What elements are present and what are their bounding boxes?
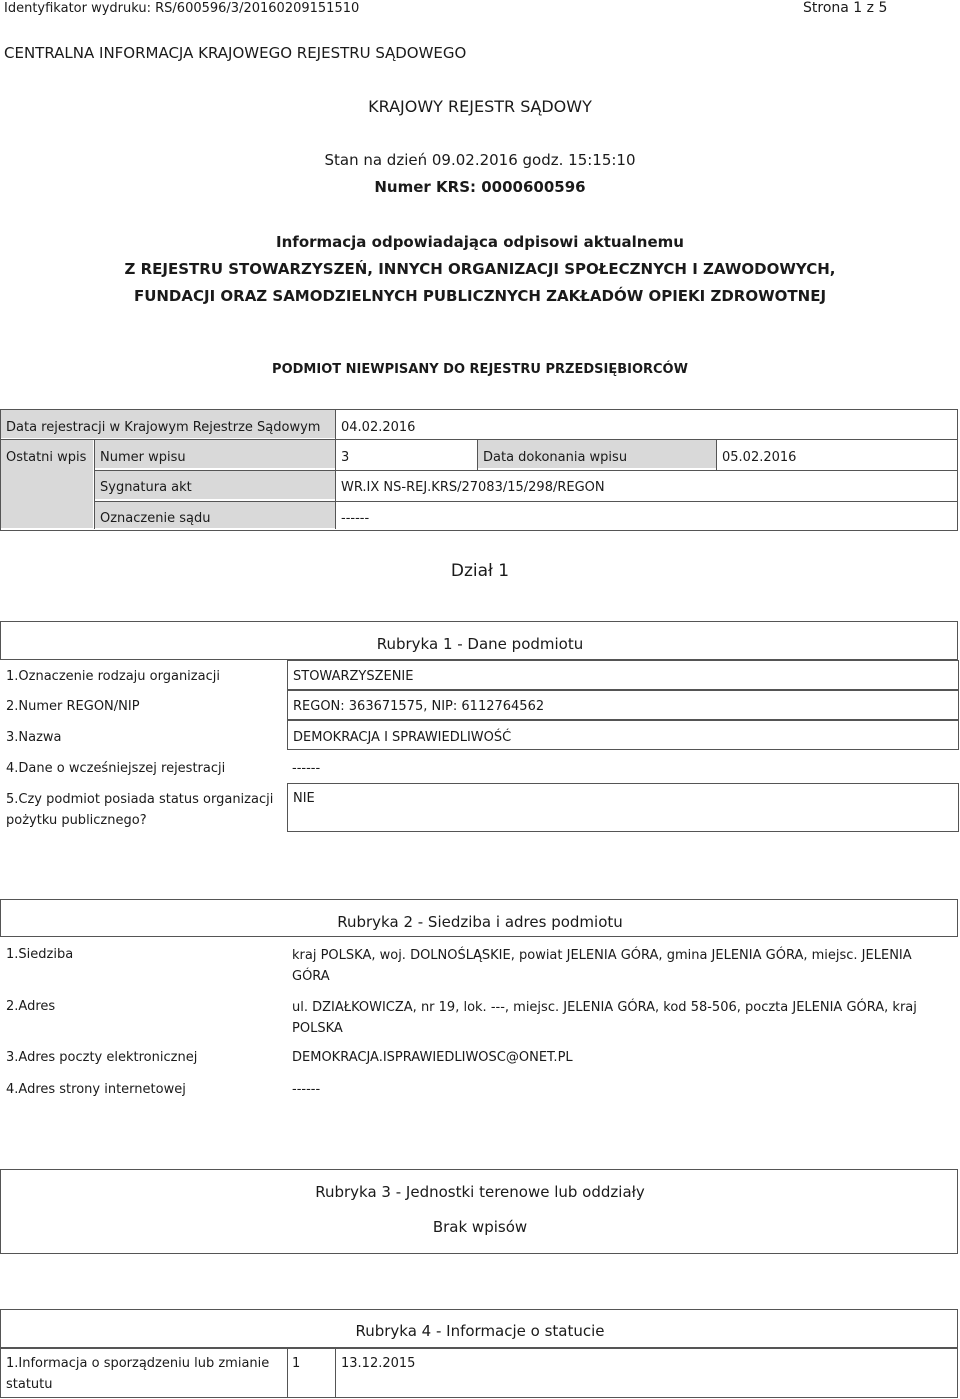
rubric-1-label-4: 4.Dane o wcześniejszej rejestracji <box>6 761 226 776</box>
rubric-1-value-2: REGON: 363671575, NIP: 6112764562 <box>293 699 545 714</box>
entry-number-label: Numer wpisu <box>100 450 186 465</box>
rubric-2-value-3: DEMOKRACJA.ISPRAWIEDLIWOSC@ONET.PL <box>292 1050 573 1065</box>
rubric-2-value-2: ul. DZIAŁKOWICZA, nr 19, lok. ---, miejsc. JELENIA GÓRA, kod 58-506, poczta JELENIA GÓRA, kraj POLSKA <box>292 1000 917 1036</box>
rubric-1-value-4: ------ <box>292 761 321 776</box>
rubric-2-title: Rubryka 2 - Siedziba i adres podmiotu <box>337 913 623 931</box>
section-title: Dział 1 <box>450 561 510 581</box>
signature-value: WR.IX NS-REJ.KRS/27083/15/298/REGON <box>341 480 605 495</box>
rubric-4-label: 1.Informacja o sporządzeniu lub zmianie statutu <box>6 1356 270 1392</box>
court-value: ------ <box>341 511 370 526</box>
rubric-4-date: 13.12.2015 <box>341 1356 416 1371</box>
signature-label: Sygnatura akt <box>100 480 192 495</box>
rubric-1-label-5: 5.Czy podmiot posiada status organizacji pożytku publicznego? <box>6 792 274 828</box>
rubric-1-value-3: DEMOKRACJA I SPRAWIEDLIWOŚĆ <box>293 730 512 745</box>
rubric-4-number: 1 <box>292 1356 301 1371</box>
page-number: Strona 1 z 5 <box>803 0 888 16</box>
rubric-3-title: Rubryka 3 - Jednostki terenowe lub oddziały <box>315 1183 645 1201</box>
institution-name: CENTRALNA INFORMACJA KRAJOWEGO REJESTRU SĄDOWEGO <box>4 44 467 62</box>
rubric-3-box <box>0 1169 958 1254</box>
rubric-1-label-3: 3.Nazwa <box>6 730 62 745</box>
rubric-1-label-2: 2.Numer REGON/NIP <box>6 699 140 714</box>
rubric-2-value-1: kraj POLSKA, woj. DOLNOŚLĄSKIE, powiat JELENIA GÓRA, gmina JELENIA GÓRA, miejsc. JELENIA GÓRA <box>292 948 912 984</box>
rubric-3-empty: Brak wpisów <box>432 1218 528 1236</box>
court-label: Oznaczenie sądu <box>100 511 211 526</box>
entry-number-value: 3 <box>341 450 350 465</box>
info-line-3: FUNDACJI ORAZ SAMODZIELNYCH PUBLICZNYCH ZAKŁADÓW OPIEKI ZDROWOTNEJ <box>133 287 827 305</box>
registration-date-label: Data rejestracji w Krajowym Rejestrze Sądowym <box>6 420 321 435</box>
rubric-2-label-2: 2.Adres <box>6 999 56 1014</box>
last-entry-label: Ostatni wpis <box>6 450 87 465</box>
registry-name: KRAJOWY REJESTR SĄDOWY <box>368 97 592 116</box>
info-line-2: Z REJESTRU STOWARZYSZEŃ, INNYCH ORGANIZACJI SPOŁECZNYCH I ZAWODOWYCH, <box>124 260 836 278</box>
krs-number: Numer KRS: 0000600596 <box>374 178 586 196</box>
rubric-1-value-1: STOWARZYSZENIE <box>293 669 414 684</box>
rubric-1-title: Rubryka 1 - Dane podmiotu <box>376 635 584 653</box>
print-identifier: Identyfikator wydruku: RS/600596/3/20160209151510 <box>4 1 360 16</box>
rubric-1-label-1: 1.Oznaczenie rodzaju organizacji <box>6 669 220 684</box>
rubric-1-value-5: NIE <box>293 791 315 806</box>
rubric-2-value-4: ------ <box>292 1082 321 1097</box>
state-date: Stan na dzień 09.02.2016 godz. 15:15:10 <box>324 151 636 169</box>
registration-date-value: 04.02.2016 <box>341 420 416 435</box>
rubric-2-label-1: 1.Siedziba <box>6 947 74 962</box>
entity-status: PODMIOT NIEWPISANY DO REJESTRU PRZEDSIĘBIORCÓW <box>272 362 688 377</box>
info-line-1: Informacja odpowiadająca odpisowi aktualnemu <box>276 233 684 251</box>
entry-date-value: 05.02.2016 <box>722 450 797 465</box>
rubric-2-label-4: 4.Adres strony internetowej <box>6 1082 186 1097</box>
rubric-2-label-3: 3.Adres poczty elektronicznej <box>6 1050 198 1065</box>
entry-date-label: Data dokonania wpisu <box>483 450 628 465</box>
rubric-4-title: Rubryka 4 - Informacje o statucie <box>355 1322 605 1340</box>
